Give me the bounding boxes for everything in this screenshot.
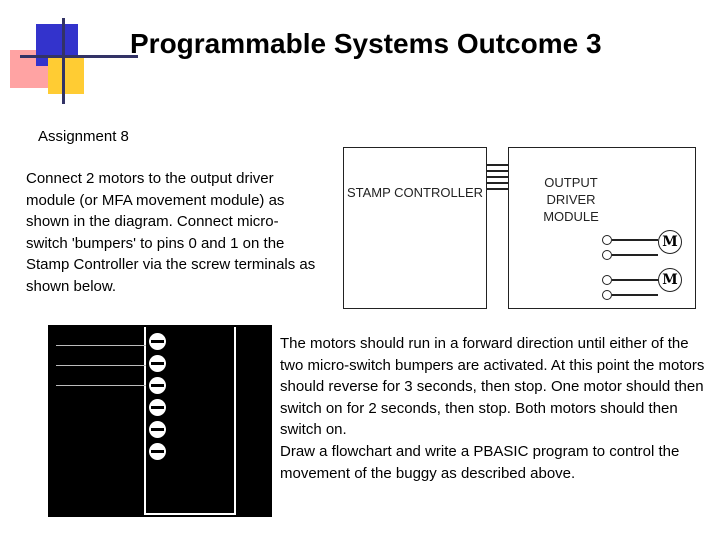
slide-title: Programmable Systems Outcome 3 bbox=[130, 28, 602, 59]
motor-wire bbox=[630, 279, 658, 281]
screw-terminal-photo bbox=[48, 325, 272, 517]
terminal bbox=[602, 235, 612, 245]
photo-wire bbox=[56, 385, 146, 386]
stamp-controller-box bbox=[343, 147, 487, 309]
screw-icon bbox=[149, 421, 166, 438]
decor-square-yellow bbox=[48, 58, 84, 94]
screw-icon bbox=[149, 377, 166, 394]
connection-wire bbox=[486, 176, 508, 178]
output-driver-label: OUTPUT DRIVER MODULE bbox=[543, 175, 599, 224]
connection-wire bbox=[486, 170, 508, 172]
motor-wire bbox=[612, 254, 630, 256]
wiring-diagram bbox=[340, 140, 710, 310]
connection-wire bbox=[486, 164, 508, 166]
assignment-label: Assignment 8 bbox=[38, 128, 129, 145]
screw-icon bbox=[149, 333, 166, 350]
screw-icon bbox=[149, 355, 166, 372]
terminal bbox=[602, 290, 612, 300]
connection-wire bbox=[486, 188, 508, 190]
decor-vertical-line bbox=[62, 18, 65, 104]
motor-wire bbox=[630, 254, 658, 256]
task-paragraph: Draw a flowchart and write a PBASIC program to control the movement of the buggy as described above. bbox=[280, 442, 680, 482]
terminal bbox=[602, 250, 612, 260]
connection-wire bbox=[486, 182, 508, 184]
terminal bbox=[602, 275, 612, 285]
motor-wire bbox=[630, 239, 658, 241]
decor-horizontal-line bbox=[20, 55, 138, 58]
screw-icon bbox=[149, 443, 166, 460]
motor-wire bbox=[630, 294, 658, 296]
task-description bbox=[280, 333, 710, 484]
motor-wire bbox=[612, 239, 630, 241]
stamp-controller-label: STAMP CONTROLLER bbox=[346, 185, 484, 200]
task-paragraph: The motors should run in a forward direction until either of the two micro-switch bumpers are activated. At this point the motors should reverse for 3 seconds, then stop. One motor should then switch on for 2 seconds, then stop. Both motors should then switch on. bbox=[280, 335, 705, 439]
photo-wire bbox=[56, 365, 146, 366]
photo-wire bbox=[56, 345, 146, 346]
motor-icon: M bbox=[658, 268, 682, 292]
instructions-text: Connect 2 motors to the output driver module (or MFA movement module) as shown in the diagram. Connect micro-switch 'bumpers' to pins 0 and 1 on the Stamp Controller via the screw terminals as shown below. bbox=[26, 170, 316, 295]
motor-wire bbox=[612, 279, 630, 281]
motor-icon: M bbox=[658, 230, 682, 254]
screw-icon bbox=[149, 399, 166, 416]
motor-wire bbox=[612, 294, 630, 296]
